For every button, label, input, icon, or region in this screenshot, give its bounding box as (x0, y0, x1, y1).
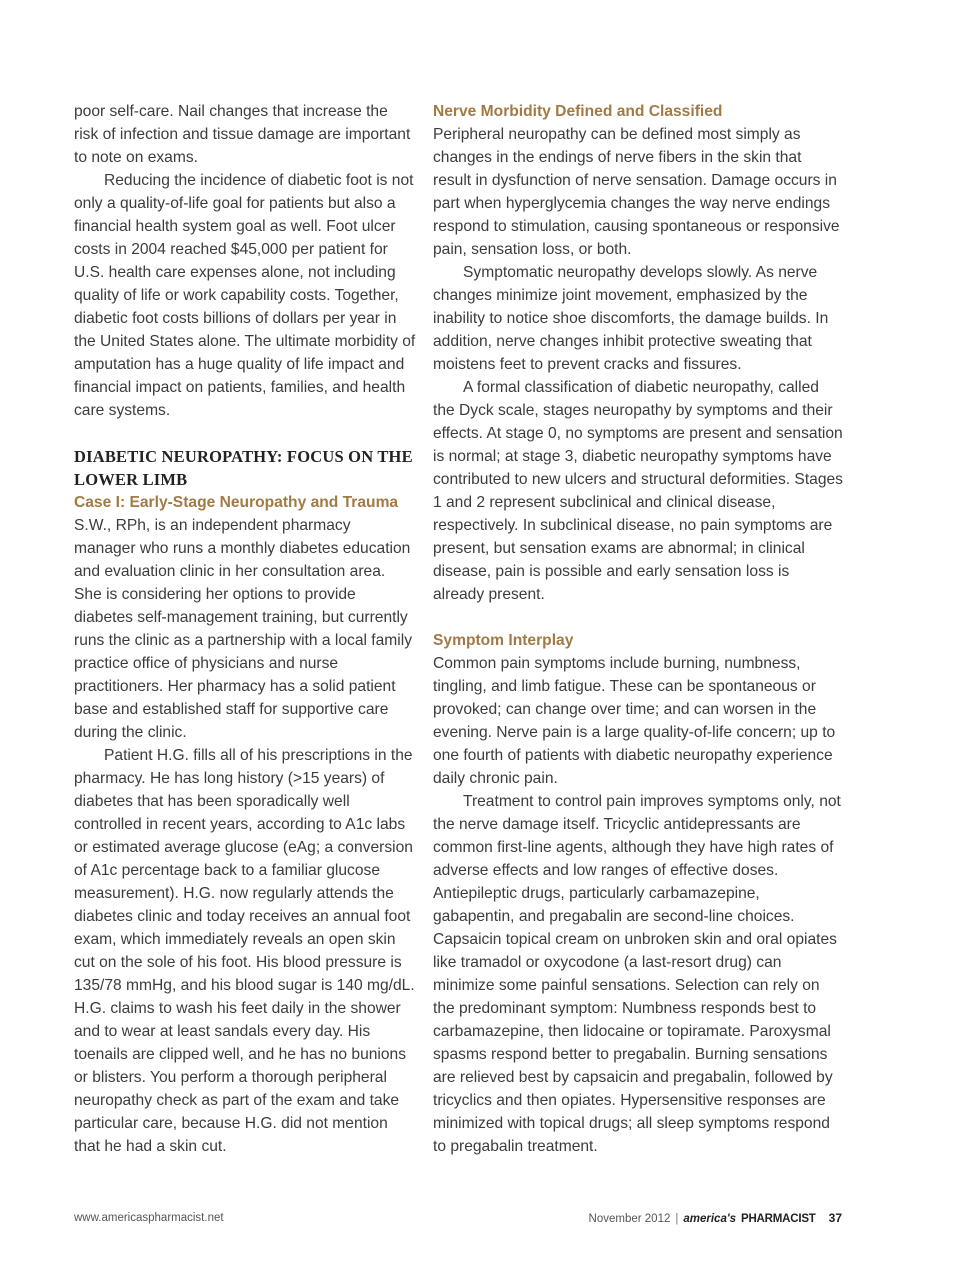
body-paragraph: Peripheral neuropathy can be defined most simply as changes in the endings of nerve fibers in the skin that result in dysfunction of nerve sensation. Damage occurs in part when hyperglycemia changes the way nerve endings respond to stimulation, causing spontaneous or responsive pain, sensation loss, or both. (433, 126, 840, 258)
page-number: 37 (828, 1211, 842, 1225)
body-paragraph: Reducing the incidence of diabetic foot is not only a quality-of-life goal for patients but also a financial health system goal as well. Foot ulcer costs in 2004 reached $45,000 per patient for U.S. health care expenses alone, not including quality of life or work capability costs. Together, diabetic foot costs billions of dollars per year in the United States alone. The ultimate morbidity of amputation has a huge quality of life impact and financial impact on patients, families, and health care systems. (74, 172, 416, 419)
left-column (74, 100, 416, 1158)
body-paragraph: Patient H.G. fills all of his prescriptions in the pharmacy. He has long history (>15 years) of diabetes that has been sporadically well controlled in recent years, according to A1c labs or estimated average glucose (eAg; a conversion of A1c percentage back to a familiar glucose measurement). H.G. now regularly attends the diabetes clinic and today receives an annual foot exam, which immediately reveals an open skin cut on the sole of his foot. His blood pressure is 135/78 mmHg, and his blood sugar is 140 mg/dL. H.G. claims to wash his feet daily in the shower and to wear at least sandals every day. His toenails are clipped well, and he has no bunions or blisters. You perform a thorough peripheral neuropathy check as part of the exam and take particular care, because H.G. did not mention that he had a skin cut. (74, 747, 415, 1155)
body-paragraph: Common pain symptoms include burning, numbness, tingling, and limb fatigue. These can be spontaneous or provoked; can change over time; and can worsen in the evening. Nerve pain is a large quality-of-life concern; up to one fourth of patients with diabetic neuropathy experience daily chronic pain. (433, 655, 836, 787)
right-column (433, 100, 843, 1158)
footer-date: November 2012 (588, 1213, 671, 1225)
case-heading: Case I: Early-Stage Neuropathy and Trauma (74, 494, 399, 511)
footer-issue-info (589, 1211, 842, 1225)
footer-url-link[interactable]: www.americaspharmacist.net (74, 1212, 224, 1224)
body-paragraph: A formal classification of diabetic neuropathy, called the Dyck scale, stages neuropathy by symptoms and their effects. At stage 0, no symptoms are present and sensation is normal; at stage 3, diabetic neuropathy symptoms have contributed to new ulcers and structural deformities. Stages 1 and 2 represent subclinical and clinical disease, respectively. In subclinical disease, no pain symptoms are present, but sensation exams are abnormal; in clinical disease, pain is possible and early sensation loss is already present. (433, 379, 843, 603)
page-footer (74, 1210, 842, 1228)
footer-separator: | (675, 1213, 679, 1225)
body-paragraph: poor self-care. Nail changes that increase the risk of infection and tissue damage are important to note on exams. (74, 103, 411, 166)
section-heading: DIABETIC NEUROPATHY: FOCUS ON THE LOWER LIMB (74, 447, 413, 489)
masthead-bold: PHARMACIST (740, 1213, 816, 1225)
subheading-nerve-morbidity: Nerve Morbidity Defined and Classified (433, 103, 723, 120)
body-paragraph: Symptomatic neuropathy develops slowly. As nerve changes minimize joint movement, emphasized by the inability to notice shoe discomforts, the damage builds. In addition, nerve changes inhibit protective sweating that moistens feet to prevent cracks and fissures. (433, 264, 829, 373)
body-paragraph: S.W., RPh, is an independent pharmacy manager who runs a monthly diabetes education and evaluation clinic in her consultation area. She is considering her options to provide diabetes self-management training, but currently runs the clinic as a partnership with a local family practice office of physicians and nurse practitioners. Her pharmacy has a solid patient base and established staff for supportive care during the clinic. (74, 517, 413, 741)
masthead-script: america's (683, 1213, 736, 1225)
subheading-symptom-interplay: Symptom Interplay (433, 632, 574, 649)
body-paragraph: Treatment to control pain improves symptoms only, not the nerve damage itself. Tricyclic antidepressants are common first-line agents, although they have high rates of adverse effects and low ranges of effective doses. Antiepileptic drugs, particularly carbamazepine, gabapentin, and pregabalin are second-line choices. Capsaicin topical cream on unbroken skin and oral opiates like tramadol or oxycodone (a last-resort drug) can minimize some painful sensations. Selection can rely on the predominant symptom: Numbness responds best to carbamazepine, then lidocaine or topiramate. Paroxysmal spasms respond better to pregabalin. Burning sensations are relieved best by capsaicin and pregabalin, followed by tricyclics and then opiates. Hypersensitive responses are minimized with topical drugs; all sleep symptoms respond to pregabalin treatment. (433, 793, 841, 1155)
